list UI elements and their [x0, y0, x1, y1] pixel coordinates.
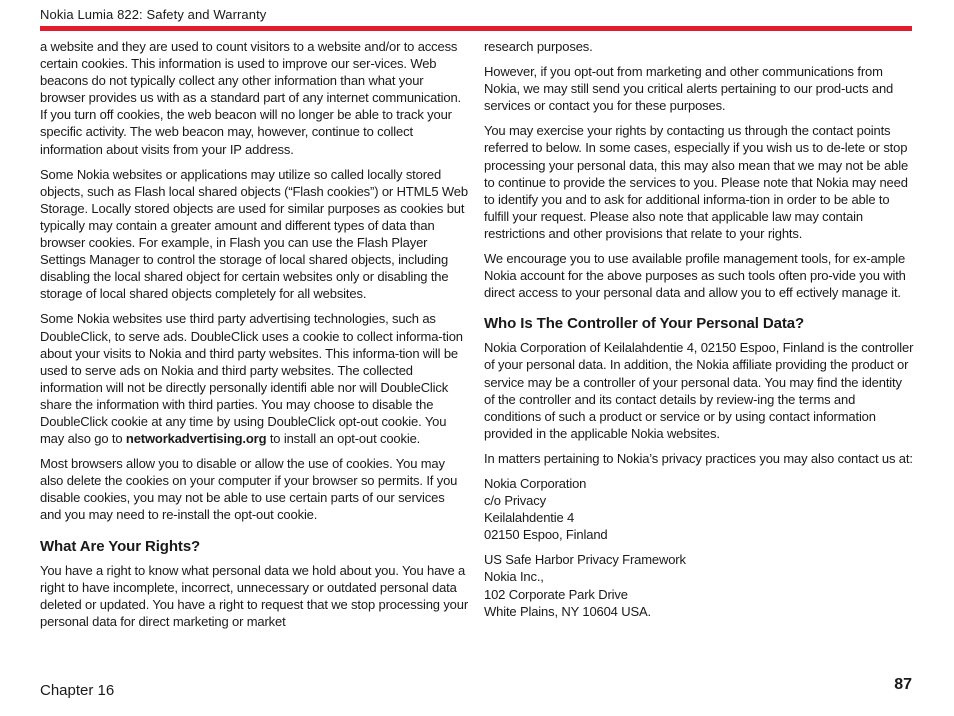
paragraph-opt-out: However, if you opt-out from marketing and other communications from Nokia, we may still send you critical alerts pertaining to our prod-ucts and services or contact you for these purposes.	[484, 64, 894, 114]
paragraph-doubleclick	[40, 310, 468, 447]
address-nokia-inc	[484, 568, 914, 619]
doubleclick-text: Some Nokia websites use third party advertising technologies, such as DoubleClick, to serve ads. DoubleClick uses a cookie to collect informa-tion about your visits to Nokia and third party websites. This informa-tion will be used to serve ads on Nokia and third party websites. The collected information will not be directly personally identifi able nor will DoubleClick share the information with third parties. You may choose to disable the DoubleClick cookie at any time by using DoubleClick opt-out cookie. You may also go to	[40, 311, 463, 447]
paragraph-profile-tools: We encourage you to use available profile management tools, for ex-ample Nokia account for the above purposes as such tools often pro-vide you with direct access to your personal data and allow you to eff ectively manage it.	[484, 251, 906, 301]
paragraph-contact: In matters pertaining to Nokia’s privacy practices you may also contact us at:	[484, 450, 913, 466]
paragraph-rights: You have a right to know what personal data we hold about you. You have a right to have incomplete, incorrect, unnecessary or outdated personal data deleted or updated. You have a right to request that we stop processing your personal data for direct marketing or market	[40, 562, 469, 629]
address-nokia-corporation	[484, 475, 914, 543]
address-line: 02150 Espoo, Finland	[484, 527, 608, 543]
page-number: 87	[894, 676, 912, 693]
paragraph-controller: Nokia Corporation of Keilalahdentie 4, 02150 Espoo, Finland is the controller of your personal data. In addition, the Nokia affiliate providing the product or service may be a controller of your personal data. You may find the identity of the controller and its contact details by review-ing the terms and conditions of such a product or service or by using contact information provided in the applicable Nokia websites.	[484, 340, 914, 441]
paragraph-local-storage: Some Nokia websites or applications may utilize so called locally stored objects, such as Flash local shared objects (“Flash cookies”) or HTML5 Web Storage. Locally stored objects are used for similar purposes as cookies but typically may contain a greater amount and different types of data than browser cookies. For example, in Flash you can use the Flash Player Settings Manager to control the storage of local shared objects, including disabling the local shared object for certain websites only or disabling the storage of local shared objects completely for all websites.	[40, 166, 468, 302]
paragraph-exercise-rights: You may exercise your rights by contacting us through the contact points referred to below. In some cases, especially if you wish us to de-lete or stop processing your personal data, this may also mean that we may not be able to continue to provide the services to you. Please note that Nokia may need to identify you and to ask for additional informa-tion in order to be able to fulfill your request. Please also note that applicable law may contain restrictions and other provisions that relate to your rights.	[484, 123, 909, 241]
address-line: c/o Privacy	[484, 493, 546, 509]
address-line: Nokia Corporation	[484, 475, 587, 491]
footer-chapter: Chapter 16	[40, 682, 115, 699]
right-column	[484, 38, 914, 628]
paragraph-research: research purposes.	[484, 39, 593, 54]
address-line: White Plains, NY 10604 USA.	[484, 603, 651, 619]
address-line: Nokia Inc.,	[484, 569, 544, 585]
heading-your-rights: What Are Your Rights?	[40, 537, 201, 555]
heading-controller: Who Is The Controller of Your Personal Data?	[484, 315, 805, 333]
address-line: Keilalahdentie 4	[484, 510, 575, 526]
safe-harbor-title: US Safe Harbor Privacy Framework	[484, 552, 686, 568]
left-column	[40, 38, 468, 638]
document-header-title: Nokia Lumia 822: Safety and Warranty	[40, 7, 267, 22]
address-line: 102 Corporate Park Drive	[484, 586, 628, 602]
doubleclick-text-end: to install an opt-out cookie.	[266, 431, 421, 447]
paragraph-browser-cookies: Most browsers allow you to disable or allow the use of cookies. You may also delete the cookies on your computer if your browser so permits. If you disable cookies, you may not be able to use certain parts of our services and you may need to re-install the opt-out cookie.	[40, 456, 458, 523]
networkadvertising-link[interactable]: networkadvertising.org	[125, 431, 267, 447]
header-rule	[40, 26, 912, 31]
paragraph-web-beacons: a website and they are used to count visitors to a website and/or to access certain cookies. This information is used to improve our ser-vices. Web beacons do not typically collect any other information than what your browser provides us with as a standard part of any internet communication. If you turn off cookies, the web beacon will no longer be able to track your specific activity. The web beacon may, however, continue to collect information about visits from your IP address.	[40, 39, 462, 157]
